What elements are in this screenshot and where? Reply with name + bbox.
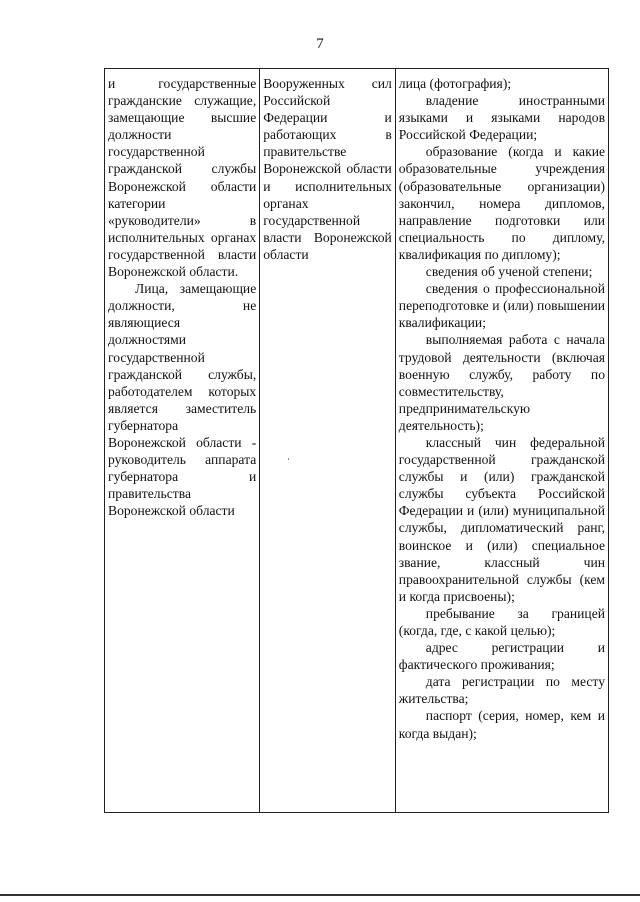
list-item: сведения об ученой степени; — [425, 264, 593, 280]
list-item: владение иностранными языками и языками народов Российской Федерации; — [398, 93, 605, 143]
table-row — [105, 69, 609, 813]
cell-paragraph: и государственные гражданские служащие, замещающие высшие должности государственной гражданской службы Воронежской области категории «руководители» в исполнительных органах государственной власти Воронежской области. — [108, 76, 257, 280]
list-item: паспорт (серия, номер, кем и когда выдан); — [398, 708, 605, 741]
list-item: пребывание за границей (когда, где, с какой целью); — [398, 605, 605, 638]
list-item: классный чин федеральной государственной гражданской службы и (или) гражданской службы субъекта Российской Федерации и (или) муниципальной службы, дипломатический ранг, воинское и (или) специальное звание, классный чин правоохранительной службы (кем и когда присвоены); — [398, 434, 605, 604]
page-bottom-rule — [0, 894, 640, 896]
cell-paragraph: Лица, замещающие должности, не являющиеся должностями государственной гражданской службы, работодателем которых является заместитель губернатора Воронежской области - руководитель аппарата губернатора и правительства Воронежской области — [108, 281, 257, 519]
list-item: лица (фотография); — [398, 76, 512, 91]
list-item: выполняемая работа с начала трудовой деятельности (включая военную службу, работу по совместительству, предпринимательскую деятельность); — [398, 332, 605, 433]
scan-speck — [288, 458, 289, 460]
list-item: адрес регистрации и фактического проживания; — [398, 640, 605, 673]
page-number: 7 — [316, 36, 324, 52]
data-table — [104, 68, 609, 813]
cell-paragraph: Вооруженных сил Российской Федерации и работающих в правительстве Воронежской области и исполнительных органах государственной власти Воронежской области — [263, 76, 392, 262]
table-cell-data-list — [395, 69, 608, 813]
list-item: образование (когда и какие образовательные учреждения (образовательные организации) закончил, номера дипломов, направление подготовки или специальность по диплому, квалификация по диплому); — [398, 144, 605, 262]
table-cell-categories — [105, 69, 260, 813]
list-item: сведения о профессиональной переподготовке и (или) повышении квалификации; — [398, 281, 605, 331]
list-item: дата регистрации по месту жительства; — [398, 674, 605, 707]
table-cell-employers — [260, 69, 396, 813]
